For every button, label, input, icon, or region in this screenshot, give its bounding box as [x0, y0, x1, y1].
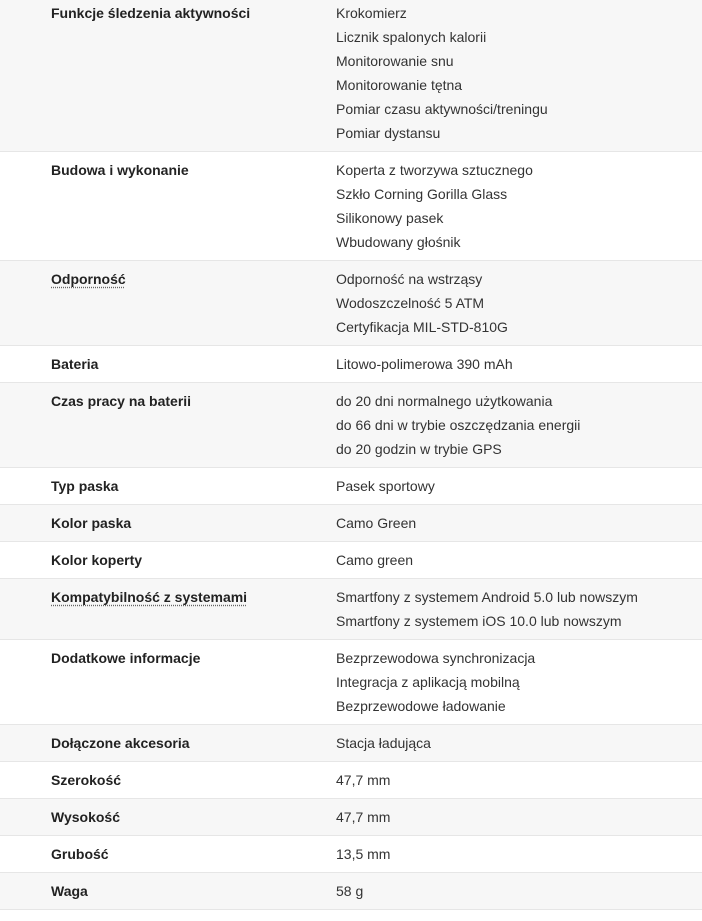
spec-row: [0, 725, 702, 762]
spec-value: Licznik spalonych kalorii: [336, 29, 487, 45]
spec-label-text[interactable]: Odporność: [51, 271, 126, 287]
spec-value: 47,7 mm: [336, 809, 391, 825]
spec-value: Pasek sportowy: [336, 478, 435, 494]
spec-value: do 20 godzin w trybie GPS: [336, 441, 502, 457]
spec-value: Monitorowanie snu: [336, 53, 454, 69]
spec-label-text: Wysokość: [51, 809, 120, 825]
spec-row: [0, 640, 702, 725]
spec-value: Wodoszczelność 5 ATM: [336, 295, 485, 311]
spec-value: Camo Green: [336, 515, 417, 531]
spec-value: Smartfony z systemem Android 5.0 lub nowszym: [336, 589, 638, 605]
spec-value: Camo green: [336, 552, 414, 568]
spec-value: Smartfony z systemem iOS 10.0 lub nowszym: [336, 613, 622, 629]
spec-row: [0, 152, 702, 261]
spec-value: 47,7 mm: [336, 772, 391, 788]
spec-label-text: Kolor paska: [51, 515, 132, 531]
spec-values: [335, 873, 702, 909]
spec-row: [0, 0, 702, 152]
spec-row: [0, 873, 702, 910]
spec-row: [0, 799, 702, 836]
spec-values: [335, 468, 702, 504]
spec-values: [335, 542, 702, 578]
spec-value: 13,5 mm: [336, 846, 391, 862]
spec-label-text: Dodatkowe informacje: [51, 650, 201, 666]
spec-label: [0, 640, 335, 724]
spec-label[interactable]: [0, 579, 335, 639]
spec-row: [0, 762, 702, 799]
spec-label-text: Kolor koperty: [51, 552, 143, 568]
spec-value: Odporność na wstrząsy: [336, 271, 483, 287]
spec-values: [335, 762, 702, 798]
spec-row: [0, 383, 702, 468]
spec-label-text: Grubość: [51, 846, 109, 862]
spec-label-text: Funkcje śledzenia aktywności: [51, 5, 251, 21]
spec-values: [335, 505, 702, 541]
spec-value: Bezprzewodowa synchronizacja: [336, 650, 536, 666]
spec-values: [335, 0, 702, 151]
spec-label-text: Waga: [51, 883, 88, 899]
spec-label-text[interactable]: Kompatybilność z systemami: [51, 589, 248, 605]
spec-values: [335, 346, 702, 382]
spec-label: [0, 873, 335, 909]
spec-row: [0, 261, 702, 346]
spec-label-text: Dołączone akcesoria: [51, 735, 190, 751]
spec-value: Stacja ładująca: [336, 735, 431, 751]
spec-label-text: Czas pracy na baterii: [51, 393, 192, 409]
spec-value: Monitorowanie tętna: [336, 77, 463, 93]
spec-values: [335, 836, 702, 872]
spec-label: [0, 468, 335, 504]
spec-value: Koperta z tworzywa sztucznego: [336, 162, 533, 178]
spec-values: [335, 383, 702, 467]
spec-label: [0, 542, 335, 578]
spec-values: [335, 261, 702, 345]
spec-label-text: Typ paska: [51, 478, 119, 494]
spec-value: Bezprzewodowe ładowanie: [336, 698, 506, 714]
spec-value: Pomiar dystansu: [336, 125, 441, 141]
spec-value: Wbudowany głośnik: [336, 234, 461, 250]
spec-row: [0, 346, 702, 383]
spec-label[interactable]: [0, 261, 335, 345]
spec-label-text: Budowa i wykonanie: [51, 162, 189, 178]
spec-label-text: Szerokość: [51, 772, 122, 788]
spec-value: Integracja z aplikacją mobilną: [336, 674, 520, 690]
spec-label: [0, 725, 335, 761]
spec-value: Szkło Corning Gorilla Glass: [336, 186, 508, 202]
spec-value: Litowo-polimerowa 390 mAh: [336, 356, 513, 372]
spec-label: [0, 799, 335, 835]
spec-label-text: Bateria: [51, 356, 99, 372]
spec-row: [0, 468, 702, 505]
spec-values: [335, 152, 702, 260]
spec-value: Pomiar czasu aktywności/treningu: [336, 101, 548, 117]
spec-label: [0, 836, 335, 872]
spec-label: [0, 0, 335, 151]
spec-row: [0, 579, 702, 640]
spec-value: do 66 dni w trybie oszczędzania energii: [336, 417, 581, 433]
spec-label: [0, 152, 335, 260]
spec-values: [335, 640, 702, 724]
spec-row: [0, 836, 702, 873]
spec-value: Certyfikacja MIL-STD-810G: [336, 319, 508, 335]
spec-values: [335, 725, 702, 761]
spec-values: [335, 579, 702, 639]
spec-value: Krokomierz: [336, 5, 407, 21]
spec-label: [0, 383, 335, 467]
spec-row: [0, 505, 702, 542]
spec-label: [0, 762, 335, 798]
spec-value: Silikonowy pasek: [336, 210, 444, 226]
spec-value: 58 g: [336, 883, 364, 899]
spec-label: [0, 505, 335, 541]
spec-label: [0, 346, 335, 382]
spec-value: do 20 dni normalnego użytkowania: [336, 393, 553, 409]
spec-values: [335, 799, 702, 835]
spec-row: [0, 542, 702, 579]
